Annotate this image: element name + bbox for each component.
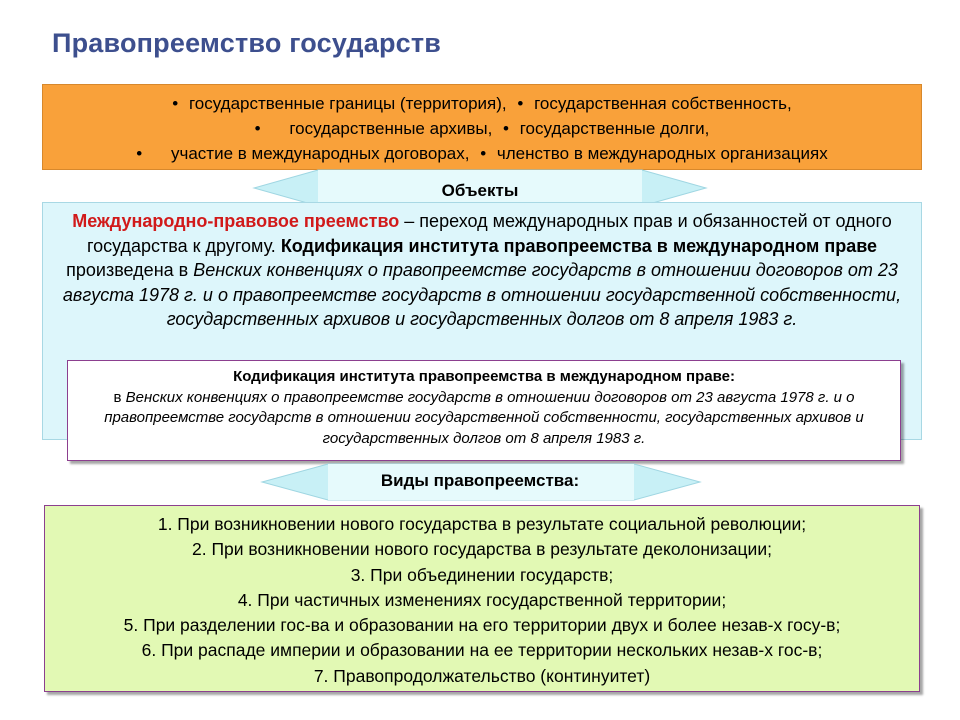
bullet: • xyxy=(517,94,524,113)
objects-box xyxy=(42,84,922,170)
bullet: • xyxy=(503,119,509,138)
list-item: 4. При частичных изменениях государственной территории; xyxy=(237,589,727,610)
types-label: Виды правопреемства: xyxy=(380,471,580,490)
definition-text: – переход международных прав и обязанностей от одного государства к другому. xyxy=(86,211,892,256)
codification-conventions: Венских конвенциях о правопреемстве государств в отношении договоров от 23 августа 1978 г. и о правопреемстве государств в отношении государственной собственности, государственных архивов и государственных долгов от 8 апреля 1983 г. xyxy=(104,388,864,447)
codification-body xyxy=(78,388,890,450)
object-membership: членство в международных организациях xyxy=(496,144,828,163)
objects-label: Объекты xyxy=(441,181,519,200)
types-box xyxy=(44,505,920,692)
list-item: 7. Правопродолжательство (континуитет) xyxy=(313,665,651,686)
codification-lead: в xyxy=(113,388,126,406)
object-debts: государственные долги, xyxy=(519,119,710,138)
list-item: 2. При возникновении нового государства в результате деколонизации; xyxy=(192,539,772,560)
definition-text-2: произведена в xyxy=(66,260,194,280)
objects-line-3 xyxy=(43,141,921,166)
codification-box xyxy=(67,360,901,461)
list-item: 6. При распаде империи и образовании на ее территории нескольких незав-х гос-в; xyxy=(141,640,823,661)
bullet: • xyxy=(480,144,487,163)
bullet: • xyxy=(172,94,179,113)
object-archives: государственные архивы, xyxy=(289,119,493,138)
list-item: 3. При объединении государств; xyxy=(350,564,614,585)
codification-heading: Кодификация института правопреемства в международном праве: xyxy=(233,368,735,385)
object-property: государственная собственность, xyxy=(534,94,792,113)
bullet: • xyxy=(254,119,261,138)
list-item: 1. При возникновении нового государства в результате социальной революции; xyxy=(157,514,807,534)
object-territory: государственные границы (территория), xyxy=(188,94,507,113)
page-title: Правопреемство государств xyxy=(52,28,442,58)
list-item: 5. При разделении гос-ва и образовании на его территории двух и более незав-х госу-в; xyxy=(123,615,841,636)
objects-line-1 xyxy=(43,91,921,116)
codification-phrase: Кодификация института правопреемства в международном праве xyxy=(280,235,878,256)
bullet: • xyxy=(136,144,143,163)
definition-term: Международно-правовое преемство xyxy=(72,211,400,231)
object-treaties: участие в международных договорах, xyxy=(170,144,470,163)
conventions-text: Венских конвенциях о правопреемстве государств в отношении договоров от 23 августа 1978 г. и о правопреемстве государств в отношении государственной собственности, государственных архивов и государственных долгов от 8 апреля 1983 г. xyxy=(62,260,902,329)
objects-line-2 xyxy=(43,116,921,141)
